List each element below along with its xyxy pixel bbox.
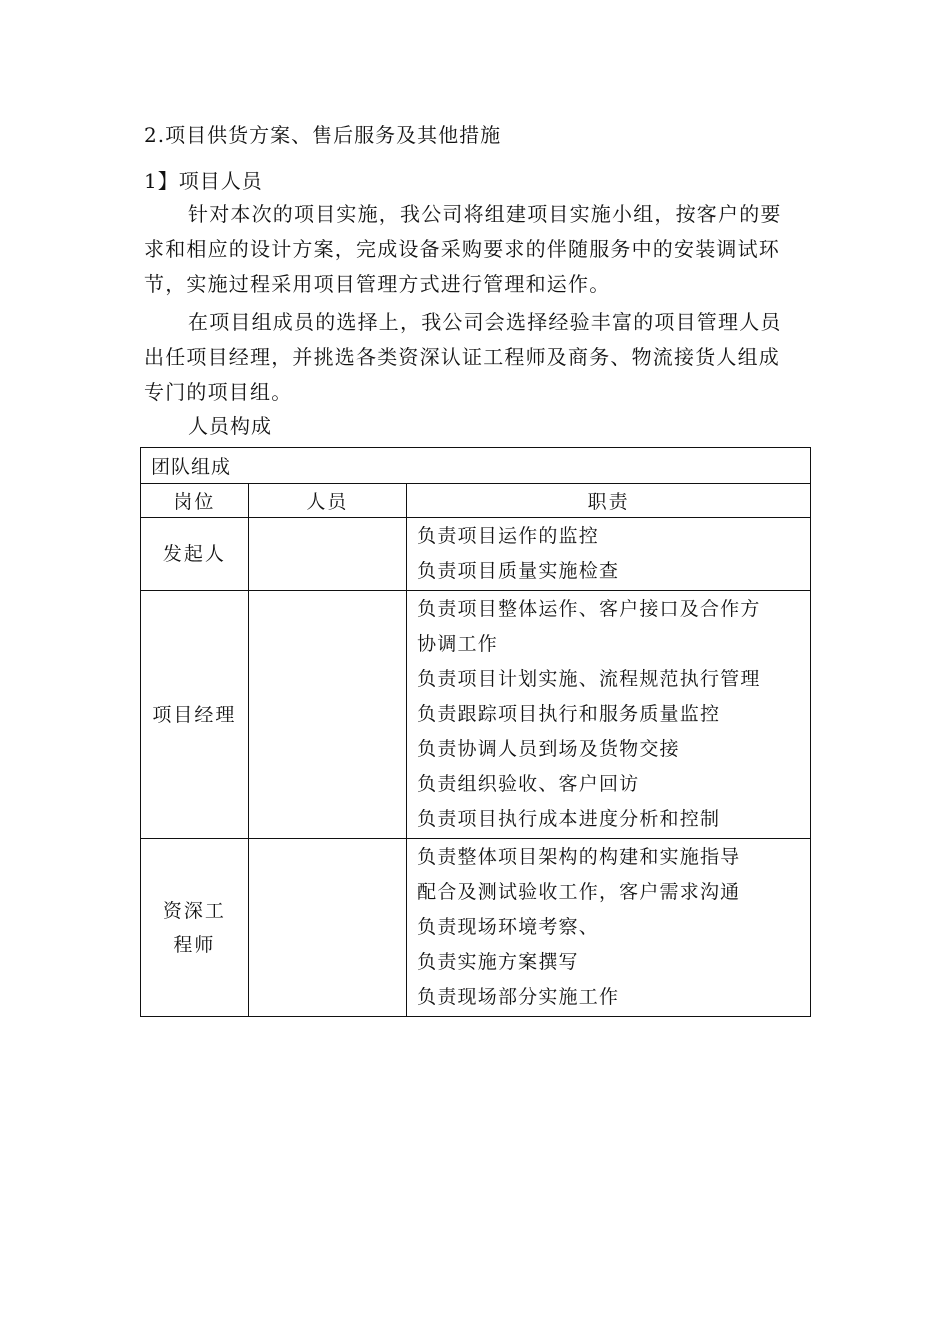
duty-item: 负责整体项目架构的构建和实施指导 [417, 846, 741, 868]
duty-item: 配合及测试验收工作，客户需求沟通 [417, 881, 741, 903]
duties-cell [407, 518, 811, 591]
table-header-row [141, 484, 811, 518]
role-line: 资深工 [162, 899, 226, 922]
paragraph-line: 在项目组成员的选择上，我公司会选择经验丰富的项目管理人员 [188, 310, 782, 334]
table-caption: 人员构成 [188, 414, 272, 438]
duty-item: 负责协调人员到场及货物交接 [417, 738, 680, 760]
duties-cell [407, 839, 811, 1017]
person-cell [248, 518, 406, 591]
header-cell: 职责 [407, 484, 811, 518]
duty-item: 负责跟踪项目执行和服务质量监控 [417, 703, 721, 725]
duty-item: 负责现场部分实施工作 [417, 986, 620, 1008]
paragraph-line: 出任项目经理，并挑选各类资深认证工程师及商务、物流接货人组成 [144, 345, 780, 369]
duty-item: 负责项目运作的监控 [417, 525, 599, 547]
duty-item: 负责项目执行成本进度分析和控制 [417, 808, 721, 830]
section-heading: 2.项目供货方案、售后服务及其他措施 [144, 123, 502, 147]
duty-item: 负责项目计划实施、流程规范执行管理 [417, 668, 761, 690]
role-cell: 项目经理 [141, 591, 249, 839]
table-title-row [141, 448, 811, 484]
table-row [141, 591, 811, 839]
table-title: 团队组成 [141, 448, 811, 484]
duty-item: 负责组织验收、客户回访 [417, 773, 640, 795]
paragraph-1 [144, 197, 812, 302]
paragraph-line: 专门的项目组。 [144, 380, 293, 404]
person-cell [248, 591, 406, 839]
header-cell: 人员 [248, 484, 406, 518]
paragraph-line: 针对本次的项目实施，我公司将组建项目实施小组，按客户的要 [188, 202, 782, 226]
paragraph-2 [144, 305, 812, 410]
paragraph-line: 节，实施过程采用项目管理方式进行管理和运作。 [144, 272, 611, 296]
role-cell [141, 839, 249, 1017]
duty-item: 负责项目整体运作、客户接口及合作方 [417, 598, 761, 620]
role-cell: 发起人 [141, 518, 249, 591]
subsection-heading: 1】项目人员 [144, 169, 263, 193]
duty-item: 负责项目质量实施检查 [417, 560, 620, 582]
role-line: 程师 [173, 933, 216, 956]
paragraph-line: 求和相应的设计方案，完成设备采购要求的伴随服务中的安装调试环 [144, 237, 780, 261]
duty-item: 负责现场环境考察、 [417, 916, 599, 938]
header-cell: 岗位 [141, 484, 249, 518]
table-row [141, 518, 811, 591]
duty-item: 负责实施方案撰写 [417, 951, 579, 973]
duty-item: 协调工作 [417, 633, 498, 655]
duties-cell [407, 591, 811, 839]
table-row [141, 839, 811, 1017]
team-table [140, 447, 811, 1017]
person-cell [248, 839, 406, 1017]
